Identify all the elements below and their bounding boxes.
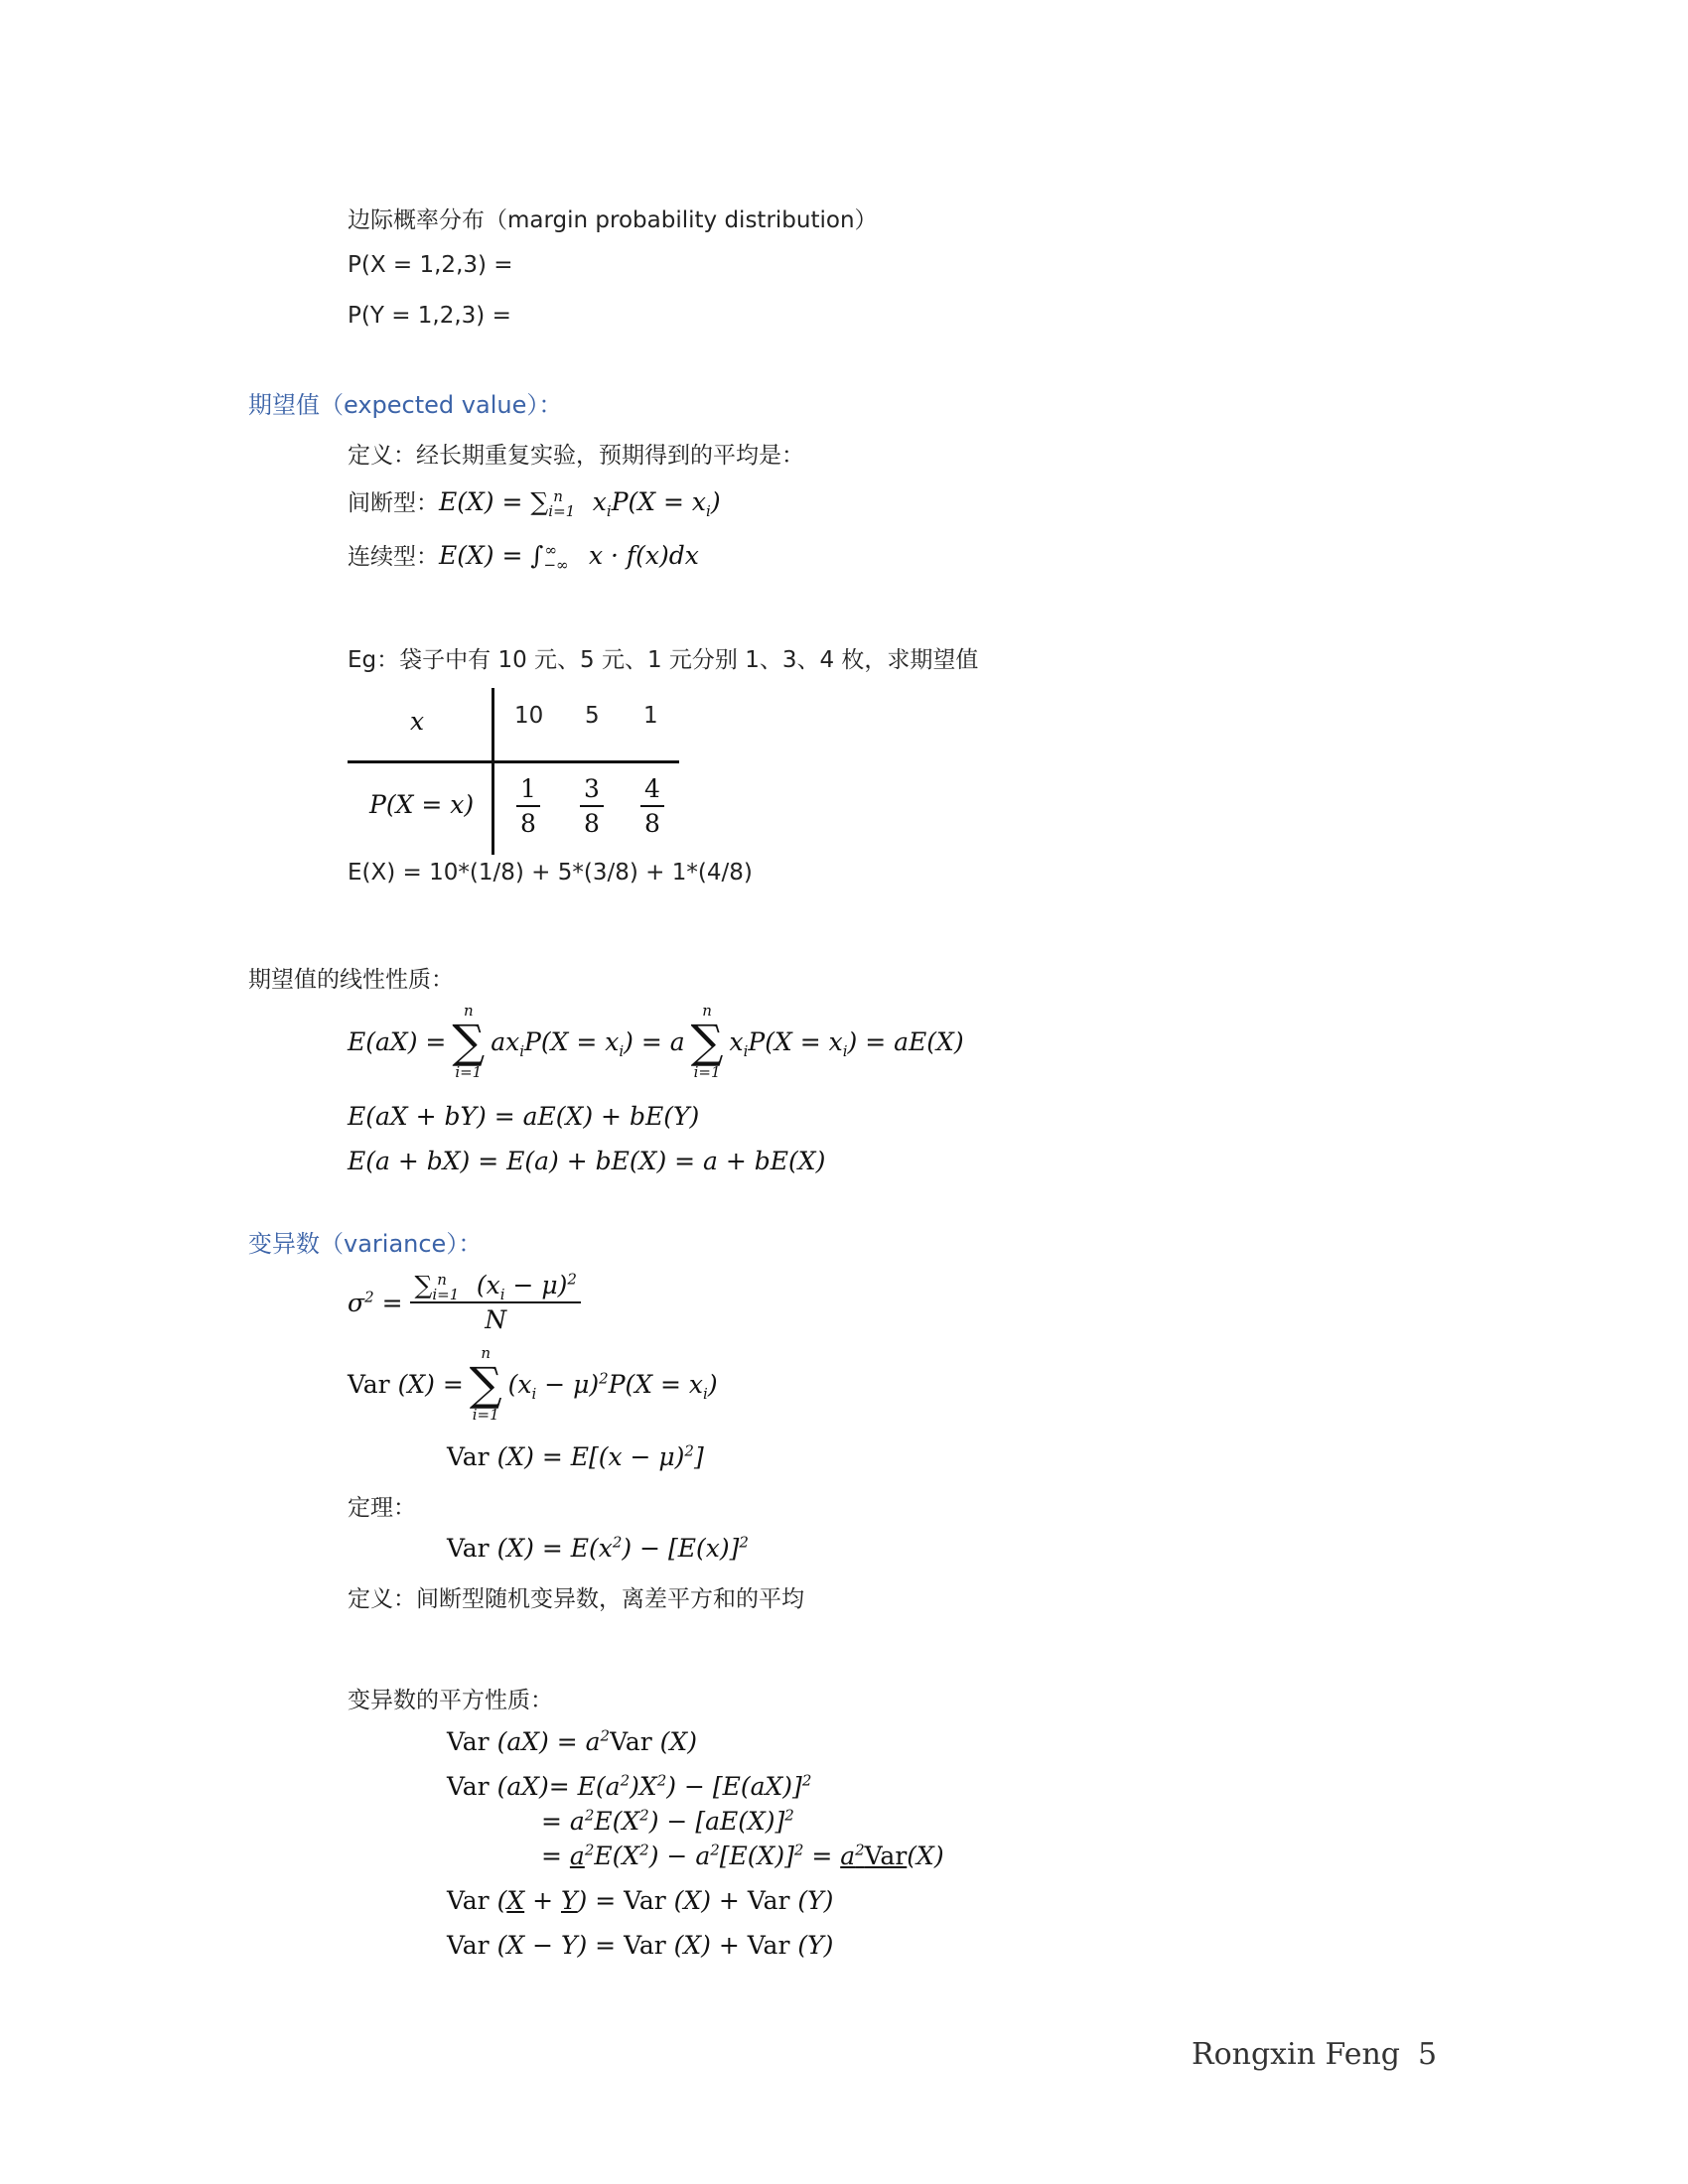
margin-heading: 边际概率分布（margin probability distribution） [348,207,878,233]
page-number: 5 [1418,2037,1438,2072]
margin-px: P(X = 1,2,3) = [348,252,513,278]
theorem-formula: Var $(X) = E(x^2) - [E(x)]^2$ [447,1533,749,1563]
square-formula-2a: Var $(aX)= E(a^2)X^2) - [E(aX)]^2$ [447,1771,812,1801]
variance-heading: 变异数（variance）： [248,1230,483,1258]
linearity-formula-2: E(aX + bY) = aE(X) + bE(Y) [348,1102,700,1131]
table-row2-label: P(X = x) [369,790,475,819]
linearity-formula-1: E(aX) = n ∑ i=1 $ax_iP(X = x_i) = a$ n ∑ i=1 $x_iP(X = x_i) = aE(X)$ [348,1002,964,1081]
square-formula-2b: = $a^2E(X^2) - [aE(X)]^2$ [541,1806,794,1836]
variance-sum-formula: Var (X) = n ∑ i=1 $(x_i - \mu)^2P(X = x_i)$ [348,1344,718,1424]
square-formula-4: Var (X − Y) = Var (X) + Var (Y) [447,1931,834,1960]
square-formula-1: Var $(aX) = a^2Var$ (X) [447,1726,697,1756]
variance-sigma-formula: $\sigma^2$ = $\frac{\sum_{i=1}^n (x_i - \mu)^2}{N}$ [348,1271,581,1334]
table-value-5: 5 [585,703,600,729]
linearity-formula-3: E(a + bX) = E(a) + bE(X) = a + bE(X) [348,1147,826,1175]
linearity-heading: 期望值的线性性质： [248,967,454,993]
square-heading: 变异数的平方性质： [348,1688,553,1713]
footer-author: Rongxin Feng [1192,2037,1400,2072]
margin-py: P(Y = 1,2,3) = [348,303,511,329]
expected-heading: 期望值（expected value）： [248,391,563,419]
table-prob-1: $\frac{1}{8}$ [516,774,540,838]
table-vertical-rule [492,688,494,855]
discrete-label: 间断型： [348,490,439,516]
table-value-1: 1 [643,703,658,729]
discrete-formula: 间断型：$E(X) = \sum_{i=1}^n$ $x_iP(X = x_i)$ [348,486,721,520]
square-formula-3: Var (X + Y) = Var (X) + Var (Y) [447,1886,834,1915]
expected-definition: 定义：经长期重复实验，预期得到的平均是： [348,443,804,469]
continuous-formula: 连续型：$E(X) = \int_{-\infty}^\infty$ x · f(x)dx [348,540,699,574]
table-prob-2: $\frac{3}{8}$ [580,774,604,838]
example-result: E(X) = 10*(1/8) + 5*(3/8) + 1*(4/8) [348,860,753,886]
example-text: Eg：袋子中有 10 元、5 元、1 元分别 1、3、4 枚，求期望值 [348,647,979,673]
table-value-10: 10 [514,703,544,729]
variance-expectation-formula: Var $(X) = E[(x - \mu)^2]$ [447,1441,704,1471]
continuous-label: 连续型： [348,544,439,570]
table-horizontal-rule [348,760,679,763]
theorem-label: 定理： [348,1495,416,1521]
table-prob-3: $\frac{4}{8}$ [640,774,664,838]
square-formula-2c: = $a^2E(X^2) - a^2[E(X)]^2 = a^2Var(X)$ [541,1841,944,1870]
table-row1-label: x [410,707,425,736]
variance-definition: 定义：间断型随机变异数，离差平方和的平均 [348,1586,804,1612]
